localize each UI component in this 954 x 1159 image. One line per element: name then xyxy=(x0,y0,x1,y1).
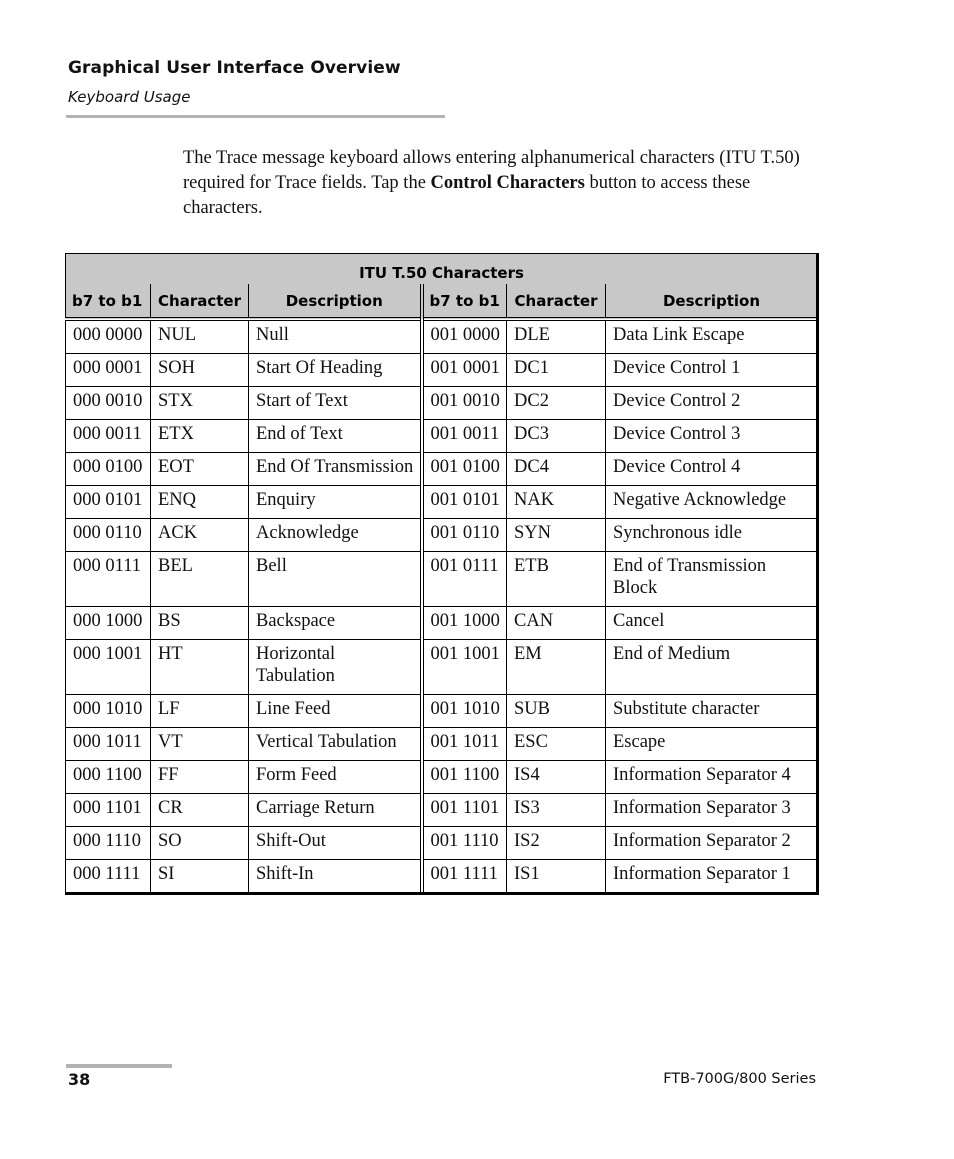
page-number: 38 xyxy=(68,1070,91,1089)
table-cell: SI xyxy=(151,860,249,893)
column-header: Character xyxy=(151,284,249,319)
table-row xyxy=(66,607,818,640)
table-cell: Synchronous idle xyxy=(606,519,818,552)
table-cell: ACK xyxy=(151,519,249,552)
table-cell: DC1 xyxy=(507,354,606,387)
table-cell: Acknowledge xyxy=(249,519,422,552)
table-cell: IS4 xyxy=(507,761,606,794)
table-cell: 000 1000 xyxy=(66,607,151,640)
table-row xyxy=(66,761,818,794)
header-divider xyxy=(66,115,445,118)
table-cell: EM xyxy=(507,640,606,695)
table-cell: Data Link Escape xyxy=(606,319,818,354)
column-header: Character xyxy=(507,284,606,319)
table-cell: SO xyxy=(151,827,249,860)
itu-t50-table-container xyxy=(65,253,819,893)
table-cell: 001 1110 xyxy=(422,827,507,860)
table-cell: Device Control 4 xyxy=(606,453,818,486)
table-cell: 000 0000 xyxy=(66,319,151,354)
table-cell: Null xyxy=(249,319,422,354)
table-cell: 000 0011 xyxy=(66,420,151,453)
table-cell: Backspace xyxy=(249,607,422,640)
table-cell: 000 1100 xyxy=(66,761,151,794)
table-cell: Substitute character xyxy=(606,695,818,728)
table-cell: 001 0110 xyxy=(422,519,507,552)
table-cell: EOT xyxy=(151,453,249,486)
table-cell: End of Medium xyxy=(606,640,818,695)
table-cell: SOH xyxy=(151,354,249,387)
table-row xyxy=(66,354,818,387)
table-cell: 001 0001 xyxy=(422,354,507,387)
table-cell: Vertical Tabulation xyxy=(249,728,422,761)
table-cell: End of Text xyxy=(249,420,422,453)
intro-paragraph xyxy=(183,146,833,221)
table-cell: 001 1000 xyxy=(422,607,507,640)
table-caption: ITU T.50 Characters xyxy=(66,254,818,285)
table-cell: SYN xyxy=(507,519,606,552)
itu-t50-table xyxy=(65,253,818,893)
table-header-row xyxy=(66,284,818,319)
table-cell: 001 0010 xyxy=(422,387,507,420)
table-cell: Information Separator 4 xyxy=(606,761,818,794)
table-cell: 000 1011 xyxy=(66,728,151,761)
table-cell: VT xyxy=(151,728,249,761)
table-cell: 000 0100 xyxy=(66,453,151,486)
intro-bold-term: Control Characters xyxy=(430,173,585,193)
table-cell: 001 0111 xyxy=(422,552,507,607)
table-row xyxy=(66,486,818,519)
table-cell: Bell xyxy=(249,552,422,607)
column-header: Description xyxy=(249,284,422,319)
table-cell: SUB xyxy=(507,695,606,728)
intro-text-2: button to access these characters. xyxy=(183,173,751,218)
footer-divider xyxy=(66,1064,172,1068)
table-shadow-bottom xyxy=(65,892,819,895)
table-cell: Negative Acknowledge xyxy=(606,486,818,519)
table-cell: DC3 xyxy=(507,420,606,453)
table-cell: 001 0000 xyxy=(422,319,507,354)
table-cell: IS1 xyxy=(507,860,606,893)
table-cell: 001 1011 xyxy=(422,728,507,761)
table-cell: 001 1001 xyxy=(422,640,507,695)
table-row xyxy=(66,319,818,354)
table-row xyxy=(66,794,818,827)
table-cell: HT xyxy=(151,640,249,695)
table-cell: Shift-Out xyxy=(249,827,422,860)
table-row xyxy=(66,387,818,420)
table-cell: 000 1001 xyxy=(66,640,151,695)
table-cell: Information Separator 2 xyxy=(606,827,818,860)
table-cell: Form Feed xyxy=(249,761,422,794)
table-cell: 000 0110 xyxy=(66,519,151,552)
table-cell: Shift-In xyxy=(249,860,422,893)
table-cell: BEL xyxy=(151,552,249,607)
table-cell: 001 0101 xyxy=(422,486,507,519)
table-cell: CAN xyxy=(507,607,606,640)
table-cell: ENQ xyxy=(151,486,249,519)
table-cell: 001 0100 xyxy=(422,453,507,486)
table-cell: LF xyxy=(151,695,249,728)
table-cell: 001 1010 xyxy=(422,695,507,728)
product-series: FTB-700G/800 Series xyxy=(663,1071,816,1087)
table-cell: NAK xyxy=(507,486,606,519)
table-cell: Device Control 2 xyxy=(606,387,818,420)
table-cell: 001 1100 xyxy=(422,761,507,794)
table-row xyxy=(66,420,818,453)
table-cell: CR xyxy=(151,794,249,827)
table-cell: 000 1110 xyxy=(66,827,151,860)
table-cell: Horizontal Tabulation xyxy=(249,640,422,695)
table-cell: ETB xyxy=(507,552,606,607)
table-body xyxy=(66,319,818,893)
table-row xyxy=(66,453,818,486)
table-row xyxy=(66,640,818,695)
table-cell: Information Separator 1 xyxy=(606,860,818,893)
table-cell: IS2 xyxy=(507,827,606,860)
table-cell: Carriage Return xyxy=(249,794,422,827)
table-cell: End Of Transmission xyxy=(249,453,422,486)
table-cell: DC4 xyxy=(507,453,606,486)
table-cell: 000 0010 xyxy=(66,387,151,420)
table-cell: 001 1111 xyxy=(422,860,507,893)
table-cell: Cancel xyxy=(606,607,818,640)
table-row xyxy=(66,552,818,607)
table-cell: NUL xyxy=(151,319,249,354)
table-cell: 000 0111 xyxy=(66,552,151,607)
section-subtitle: Keyboard Usage xyxy=(68,88,191,106)
table-cell: 000 1101 xyxy=(66,794,151,827)
table-cell: End of Transmission Block xyxy=(606,552,818,607)
section-title: Graphical User Interface Overview xyxy=(68,58,401,78)
intro-text-1: The Trace message keyboard allows entering alphanumerical characters (ITU T.50) required for Trace fields. Tap the xyxy=(183,148,800,193)
table-cell: Enquiry xyxy=(249,486,422,519)
table-cell: Escape xyxy=(606,728,818,761)
table-cell: Device Control 3 xyxy=(606,420,818,453)
table-row xyxy=(66,728,818,761)
table-cell: DLE xyxy=(507,319,606,354)
table-cell: Start Of Heading xyxy=(249,354,422,387)
table-cell: STX xyxy=(151,387,249,420)
table-cell: 001 1101 xyxy=(422,794,507,827)
table-cell: ESC xyxy=(507,728,606,761)
table-cell: 000 1010 xyxy=(66,695,151,728)
table-row xyxy=(66,695,818,728)
table-cell: FF xyxy=(151,761,249,794)
table-row xyxy=(66,827,818,860)
table-row xyxy=(66,519,818,552)
table-cell: 001 0011 xyxy=(422,420,507,453)
table-cell: BS xyxy=(151,607,249,640)
table-row xyxy=(66,860,818,893)
table-cell: Device Control 1 xyxy=(606,354,818,387)
column-header: Description xyxy=(606,284,818,319)
table-shadow-right xyxy=(816,253,819,893)
table-cell: 000 1111 xyxy=(66,860,151,893)
column-header: b7 to b1 xyxy=(66,284,151,319)
table-cell: ETX xyxy=(151,420,249,453)
column-header: b7 to b1 xyxy=(422,284,507,319)
table-cell: Information Separator 3 xyxy=(606,794,818,827)
table-cell: Start of Text xyxy=(249,387,422,420)
table-cell: 000 0001 xyxy=(66,354,151,387)
table-cell: IS3 xyxy=(507,794,606,827)
table-cell: Line Feed xyxy=(249,695,422,728)
table-cell: 000 0101 xyxy=(66,486,151,519)
table-cell: DC2 xyxy=(507,387,606,420)
